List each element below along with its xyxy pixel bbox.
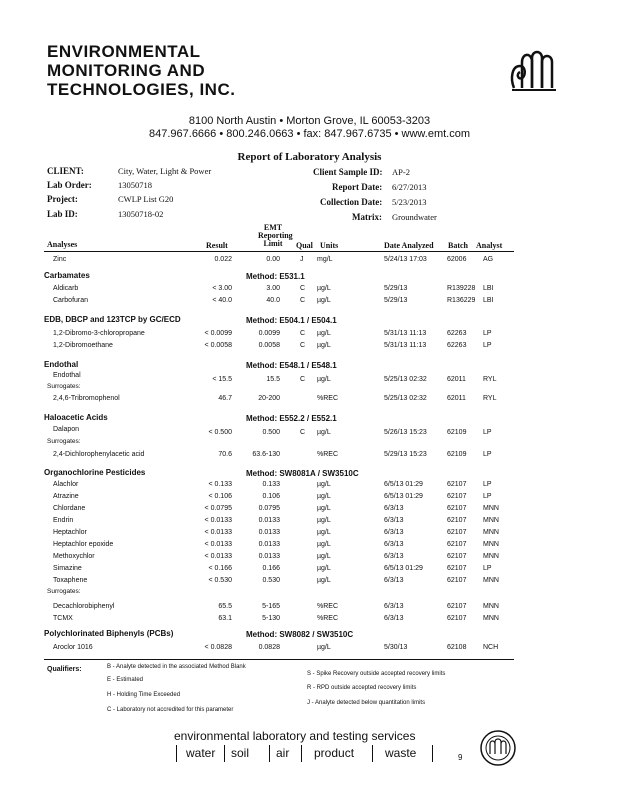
analyst: MNN	[483, 529, 499, 536]
col-reporting-limit	[258, 223, 293, 248]
footer-service-water: water	[186, 746, 216, 760]
matrix-value: Groundwater	[392, 212, 437, 222]
batch: 62263	[447, 342, 467, 349]
table-row	[0, 481, 619, 492]
analyte-name: Decachlorobiphenyl	[53, 603, 115, 610]
units: µg/L	[317, 541, 331, 548]
section-method: Method: E548.1 / E548.1	[246, 361, 337, 370]
batch: 62011	[447, 376, 466, 383]
batch: 62107	[447, 517, 467, 524]
result: < 0.0058	[204, 342, 232, 349]
result: < 0.133	[208, 481, 232, 488]
analyte-name: Zinc	[53, 256, 67, 263]
units: µg/L	[317, 481, 331, 488]
result: < 3.00	[212, 285, 232, 292]
collection-date-value: 5/23/2013	[392, 197, 427, 207]
units: µg/L	[317, 517, 331, 524]
result: < 0.530	[208, 577, 232, 584]
col-analyses: Analyses	[47, 240, 78, 249]
footer-divider	[224, 745, 225, 762]
units: µg/L	[317, 577, 331, 584]
reporting-limit: 0.106	[262, 493, 280, 500]
footer-service-waste: waste	[385, 746, 417, 760]
result: 63.1	[218, 615, 232, 622]
qualifier: J	[300, 256, 304, 263]
col-analyst: Analyst	[476, 241, 503, 250]
result: < 0.0795	[204, 505, 232, 512]
table-row	[0, 493, 619, 504]
batch: 62109	[447, 429, 467, 436]
qualifier-s: S - Spike Recovery outside accepted recovery limits	[307, 671, 446, 677]
qualifier-r: R - RPD outside accepted recovery limits	[307, 685, 417, 691]
date-analyzed: 5/31/13 11:13	[384, 330, 427, 337]
section-method: Method: E504.1 / E504.1	[246, 316, 337, 325]
date-analyzed: 5/31/13 11:13	[384, 342, 427, 349]
analyte-name: Alachlor	[53, 481, 79, 488]
reporting-limit: 0.500	[262, 429, 280, 436]
table-row	[0, 297, 619, 308]
batch: 62107	[447, 553, 467, 560]
project-value: CWLP List G20	[118, 194, 174, 204]
batch: 62107	[447, 493, 467, 500]
footer-service-soil: soil	[231, 746, 250, 760]
units: µg/L	[317, 505, 331, 512]
units: %REC	[317, 615, 339, 622]
batch: 62011	[447, 395, 466, 402]
table-row	[0, 372, 619, 383]
lab-order-label: Lab Order:	[47, 180, 92, 190]
analyte-name: Endothal	[53, 372, 81, 379]
result: 70.6	[218, 451, 232, 458]
batch: 62107	[447, 541, 467, 548]
result: 65.5	[218, 603, 232, 610]
qualifier: C	[300, 429, 306, 436]
section-title: Endothal	[44, 360, 79, 369]
date-analyzed: 6/3/13	[384, 517, 404, 524]
batch: 62107	[447, 481, 467, 488]
date-analyzed: 5/25/13 02:32	[384, 395, 427, 402]
section-method: Method: E552.2 / E552.1	[246, 414, 337, 423]
result: < 0.0828	[204, 644, 232, 651]
table-row	[0, 644, 619, 655]
reporting-limit: 3.00	[266, 285, 280, 292]
date-analyzed: 5/29/13	[384, 285, 408, 292]
table-row	[0, 426, 619, 437]
analyte-name: Atrazine	[53, 493, 79, 500]
units: µg/L	[317, 342, 331, 349]
date-analyzed: 6/3/13	[384, 603, 404, 610]
analyte-name: Methoxychlor	[53, 553, 95, 560]
result: < 40.0	[212, 297, 232, 304]
reporting-limit: 0.0058	[258, 342, 280, 349]
date-analyzed: 5/29/13 15:23	[384, 451, 427, 458]
table-row	[0, 577, 619, 588]
batch: 62107	[447, 577, 467, 584]
analyst: RYL	[483, 376, 497, 383]
analyst: LP	[483, 451, 492, 458]
analyte-name: TCMX	[53, 615, 73, 622]
analyst: MNN	[483, 577, 499, 584]
result: < 0.0133	[204, 529, 232, 536]
qualifier: C	[300, 342, 306, 349]
qualifiers-divider	[44, 659, 514, 660]
batch: R139228	[447, 285, 476, 292]
analyte-name: 2,4,6-Tribromophenol	[53, 395, 120, 402]
batch: 62006	[447, 256, 467, 263]
report-date-label: Report Date:	[332, 182, 383, 192]
footer-divider	[372, 745, 373, 762]
col-date-analyzed: Date Analyzed	[384, 241, 434, 250]
lab-id-label: Lab ID:	[47, 209, 78, 219]
reporting-limit: 0.0133	[258, 553, 280, 560]
analyst: AG	[483, 256, 494, 263]
footer-divider	[176, 745, 177, 762]
analyte-name: Carbofuran	[53, 297, 89, 304]
date-analyzed: 5/25/13 02:32	[384, 376, 427, 383]
analyst: MNN	[483, 553, 499, 560]
surrogates-label: Surrogates:	[47, 588, 81, 595]
date-analyzed: 6/5/13 01:29	[384, 481, 423, 488]
analyte-name: Simazine	[53, 565, 82, 572]
table-row	[0, 256, 619, 267]
surrogates-label: Surrogates:	[47, 438, 81, 445]
table-row	[0, 541, 619, 552]
section-title: Polychlorinated Biphenyls (PCBs)	[44, 629, 174, 638]
reporting-limit: 0.530	[262, 577, 280, 584]
footer-divider	[432, 745, 433, 762]
analyst: LP	[483, 330, 492, 337]
col-limit: Limit	[263, 239, 283, 248]
units: µg/L	[317, 376, 331, 383]
footer-divider	[269, 745, 270, 762]
analyte-name: Endrin	[53, 517, 74, 524]
date-analyzed: 6/3/13	[384, 553, 404, 560]
units: µg/L	[317, 553, 331, 560]
lab-id-value: 13050718-02	[118, 209, 164, 219]
result: < 0.0099	[204, 330, 232, 337]
result: < 0.166	[208, 565, 232, 572]
date-analyzed: 6/3/13	[384, 529, 404, 536]
reporting-limit: 0.0795	[258, 505, 280, 512]
qualifier-j: J - Analyte detected below quantitation limits	[307, 700, 426, 706]
batch: 62108	[447, 644, 467, 651]
units: %REC	[317, 451, 339, 458]
client-label: CLIENT:	[47, 166, 84, 176]
qualifier-h: H - Holding Time Exceeded	[107, 692, 181, 698]
reporting-limit: 5-130	[262, 615, 280, 622]
col-emt: EMT	[263, 223, 283, 232]
section-title: EDB, DBCP and 123TCP by GC/ECD	[44, 315, 181, 324]
batch: 62107	[447, 615, 467, 622]
date-analyzed: 6/5/13 01:29	[384, 565, 423, 572]
company-name-line2: MONITORING AND	[47, 61, 206, 80]
units: µg/L	[317, 297, 331, 304]
reporting-limit: 15.5	[266, 376, 280, 383]
qualifier: C	[300, 376, 306, 383]
footer-divider	[301, 745, 302, 762]
surrogates-label: Surrogates:	[47, 383, 81, 390]
table-row	[0, 565, 619, 576]
reporting-limit: 0.0133	[258, 541, 280, 548]
client-value: City, Water, Light & Power	[118, 166, 212, 176]
qualifier-c: C - Laboratory not accredited for this parameter	[107, 707, 234, 713]
result: 0.022	[214, 256, 232, 263]
analyte-name: Dalapon	[53, 426, 80, 433]
date-analyzed: 5/30/13	[384, 644, 408, 651]
analyte-name: Chlordane	[53, 505, 86, 512]
col-reporting: Reporting	[258, 231, 293, 240]
section-title: Haloacetic Acids	[44, 413, 108, 422]
result: < 0.0133	[204, 541, 232, 548]
company-phones: 847.967.6666 • 800.246.0663 • fax: 847.967.6735 • www.emt.com	[149, 128, 470, 140]
qualifiers-label: Qualifiers:	[47, 666, 82, 673]
date-analyzed: 6/3/13	[384, 615, 404, 622]
analyst: LP	[483, 565, 492, 572]
recycle-seal-icon	[476, 728, 520, 768]
table-row	[0, 395, 619, 406]
units: µg/L	[317, 285, 331, 292]
date-analyzed: 6/5/13 01:29	[384, 493, 423, 500]
report-title: Report of Laboratory Analysis	[237, 151, 382, 163]
batch: 62107	[447, 603, 467, 610]
qualifier: C	[300, 285, 306, 292]
col-units: Units	[320, 241, 339, 250]
batch: 62107	[447, 505, 467, 512]
table-row	[0, 553, 619, 564]
col-result: Result	[206, 241, 228, 250]
table-row	[0, 603, 619, 614]
company-name-line3: TECHNOLOGIES, INC.	[47, 80, 236, 99]
col-batch: Batch	[448, 241, 468, 250]
analyst: LP	[483, 429, 492, 436]
analyst: LP	[483, 493, 492, 500]
analyst: LP	[483, 481, 492, 488]
analyte-name: 1,2-Dibromoethane	[53, 342, 113, 349]
table-row	[0, 342, 619, 353]
analyte-name: Heptachlor epoxide	[53, 541, 114, 548]
units: µg/L	[317, 644, 331, 651]
analyte-name: Heptachlor	[53, 529, 87, 536]
date-analyzed: 6/3/13	[384, 577, 404, 584]
analyte-name: Toxaphene	[53, 577, 88, 584]
table-row	[0, 529, 619, 540]
batch: 62107	[447, 529, 467, 536]
analyte-name: Aroclor 1016	[53, 644, 93, 651]
units: µg/L	[317, 493, 331, 500]
table-row	[0, 285, 619, 296]
batch: 62107	[447, 565, 467, 572]
units: %REC	[317, 395, 339, 402]
date-analyzed: 5/24/13 17:03	[384, 256, 427, 263]
analyst: LP	[483, 342, 492, 349]
table-row	[0, 505, 619, 516]
reporting-limit: 0.00	[266, 256, 280, 263]
date-analyzed: 5/26/13 15:23	[384, 429, 427, 436]
units: mg/L	[317, 256, 333, 263]
section-title: Organochlorine Pesticides	[44, 468, 146, 477]
units: %REC	[317, 603, 339, 610]
reporting-limit: 0.133	[262, 481, 280, 488]
result: < 0.0133	[204, 517, 232, 524]
project-label: Project:	[47, 194, 78, 204]
footer-tagline: environmental laboratory and testing services	[174, 729, 416, 743]
client-sample-value: AP-2	[392, 167, 410, 177]
reporting-limit: 40.0	[266, 297, 280, 304]
client-sample-label: Client Sample ID:	[313, 167, 383, 177]
result: < 15.5	[212, 376, 232, 383]
analyst: MNN	[483, 505, 499, 512]
analyst: RYL	[483, 395, 497, 402]
reporting-limit: 63.6-130	[252, 451, 280, 458]
reporting-limit: 0.166	[262, 565, 280, 572]
analyst: MNN	[483, 603, 499, 610]
section-title: Carbamates	[44, 271, 90, 280]
units: µg/L	[317, 529, 331, 536]
table-row	[0, 517, 619, 528]
qualifier: C	[300, 330, 306, 337]
table-row	[0, 451, 619, 462]
emt-logo-icon	[508, 48, 560, 94]
report-date-value: 6/27/2013	[392, 182, 427, 192]
qualifier-e: E - Estimated	[107, 677, 144, 683]
date-analyzed: 6/3/13	[384, 505, 404, 512]
company-name-line1: ENVIRONMENTAL	[47, 42, 201, 61]
collection-date-label: Collection Date:	[320, 197, 383, 207]
table-row	[0, 330, 619, 341]
page-number: 9	[458, 753, 463, 762]
analyte-name: 1,2-Dibromo-3-chloropropane	[53, 330, 145, 337]
analyst: LBI	[483, 285, 494, 292]
units: µg/L	[317, 429, 331, 436]
analyst: LBI	[483, 297, 494, 304]
analyst: MNN	[483, 541, 499, 548]
reporting-limit: 20-200	[258, 395, 280, 402]
reporting-limit: 0.0828	[258, 644, 280, 651]
header-divider	[44, 251, 514, 252]
qualifier: C	[300, 297, 306, 304]
section-method: Method: E531.1	[246, 272, 305, 281]
analyst: MNN	[483, 615, 499, 622]
result: < 0.500	[208, 429, 232, 436]
qualifier-b: B - Analyte detected in the associated Method Blank	[107, 664, 246, 670]
company-address: 8100 North Austin • Morton Grove, IL 60053-3203	[188, 115, 431, 127]
batch: 62109	[447, 451, 467, 458]
batch: R136229	[447, 297, 476, 304]
reporting-limit: 0.0133	[258, 529, 280, 536]
batch: 62263	[447, 330, 467, 337]
analyte-name: 2,4-Dichlorophenylacetic acid	[53, 451, 145, 458]
units: µg/L	[317, 330, 331, 337]
lab-order-value: 13050718	[118, 180, 152, 190]
analyst: MNN	[483, 517, 499, 524]
table-row	[0, 615, 619, 626]
reporting-limit: 0.0099	[258, 330, 280, 337]
analyst: NCH	[483, 644, 499, 651]
date-analyzed: 6/3/13	[384, 541, 404, 548]
footer-service-air: air	[276, 746, 290, 760]
reporting-limit: 0.0133	[258, 517, 280, 524]
analyte-name: Aldicarb	[53, 285, 79, 292]
section-method: Method: SW8081A / SW3510C	[246, 469, 359, 478]
result: < 0.106	[208, 493, 232, 500]
units: µg/L	[317, 565, 331, 572]
reporting-limit: 5-165	[262, 603, 280, 610]
section-method: Method: SW8082 / SW3510C	[246, 630, 354, 639]
footer-service-product: product	[314, 746, 355, 760]
date-analyzed: 5/29/13	[384, 297, 408, 304]
result: < 0.0133	[204, 553, 232, 560]
result: 46.7	[218, 395, 232, 402]
col-qual: Qual	[296, 241, 313, 250]
matrix-label: Matrix:	[352, 212, 382, 222]
company-name	[47, 42, 235, 99]
